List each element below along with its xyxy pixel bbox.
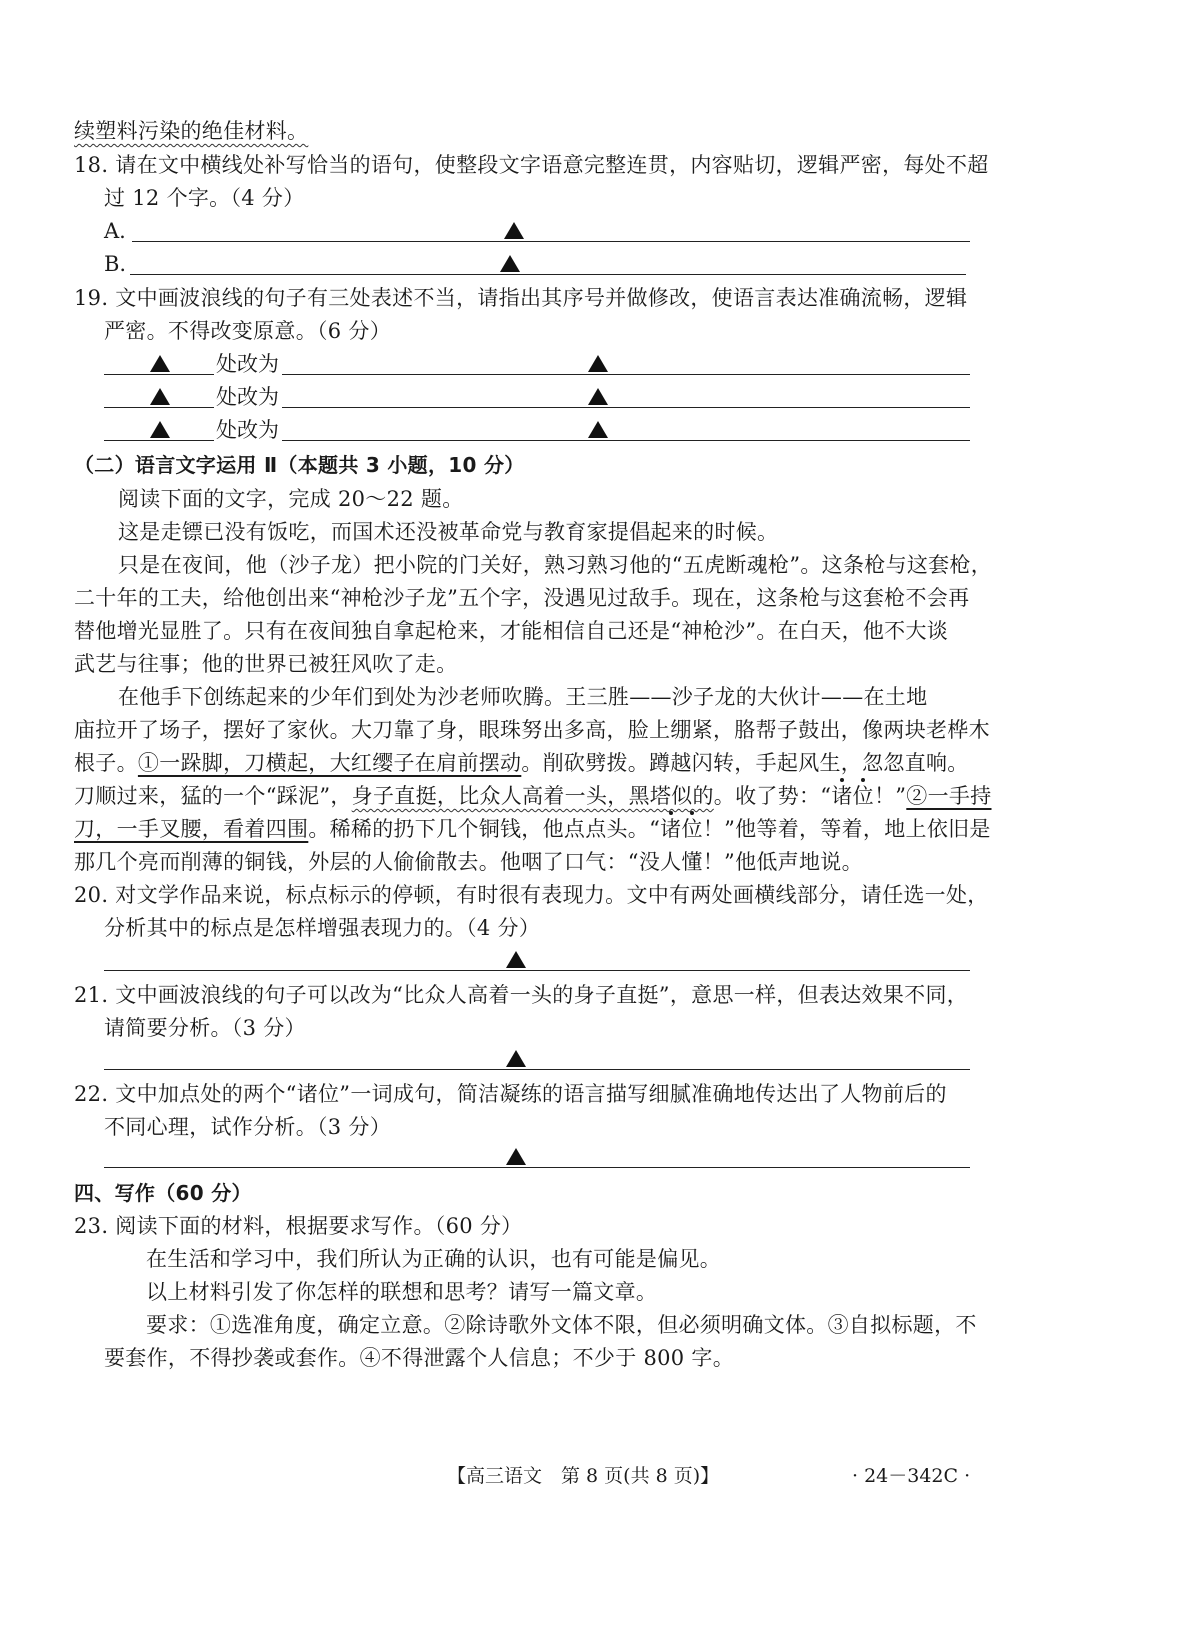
text-span: ！” [873,784,907,808]
text-span: 。收了势：“ [713,784,832,808]
dotted-char: 诸 [660,817,682,841]
q19-fix-line-3[interactable] [282,440,970,441]
q21-answer-line[interactable] [104,1069,970,1070]
q19-fix-line-2[interactable] [282,407,970,408]
q19-fix-label-3: 处改为 [216,418,279,442]
q19-fix-line-1[interactable] [282,374,970,375]
passage-p3-line3 [74,748,969,778]
triangle-icon [150,388,170,405]
passage-p3-line4 [74,781,992,811]
text-span: 刀顺过来，猛的一个“踩泥”， [74,784,352,808]
triangle-icon [150,355,170,372]
q22-line1: 22. 文中加点处的两个“诸位”一词成句，简洁凝练的语言描写细腻准确地传达出了人物前后的 [74,1082,947,1106]
q19-line1: 19. 文中画波浪线的句子有三处表述不当，请指出其序号并做修改，使语言表达准确流畅，逻辑 [74,286,968,310]
q19-fix-label-2: 处改为 [216,385,279,409]
text-span: 根子。 [74,751,138,775]
triangle-icon [500,255,520,272]
q19-line2: 严密。不得改变原意。（6 分） [104,319,392,343]
passage-p3-line1: 在他手下创练起来的少年们到处为沙老师吹腾。王三胜——沙子龙的大伙计——在土地 [118,685,928,709]
text-span: 。削砍劈拨。蹲越闪转，手起风生，忽忽直响。 [521,751,969,775]
q23-material: 在生活和学习中，我们所认为正确的认识，也有可能是偏见。 [146,1247,722,1271]
q22-line2: 不同心理，试作分析。（3 分） [104,1115,392,1139]
continuation-line: 续塑料污染的绝佳材料。 [74,119,309,143]
q23-line1: 23. 阅读下面的材料，根据要求写作。（60 分） [74,1214,523,1238]
q18-option-a-label: A. [104,219,126,243]
page-footer-center: 【高三语文 第 8 页(共 8 页)】 [447,1465,720,1487]
q19-number-line-3[interactable] [104,440,214,441]
q18-line1: 18. 请在文中横线处补写恰当的语句，使整段文字语意完整连贯，内容贴切，逻辑严密，每处不超 [74,153,989,177]
q20-answer-line[interactable] [104,970,970,971]
q20-line2: 分析其中的标点是怎样增强表现力的。（4 分） [104,916,541,940]
q23-prompt: 以上材料引发了你怎样的联想和思考？请写一篇文章。 [146,1280,658,1304]
q21-line2: 请简要分析。（3 分） [104,1016,306,1040]
passage-p2-line3: 替他增光显胜了。只有在夜间独自拿起枪来，才能相信自己还是“神枪沙”。在白天，他不大谈 [74,619,949,643]
dotted-char: 位 [681,817,703,841]
passage-p2-line1: 只是在夜间，他（沙子龙）把小院的门关好，熟习熟习他的“五虎断魂枪”。这条枪与这套枪， [118,553,993,577]
q21-line1: 21. 文中画波浪线的句子可以改为“比众人高着一头的身子直挺”，意思一样，但表达效果不同， [74,983,969,1007]
passage-p2-line2: 二十年的工夫，给他创出来“神枪沙子龙”五个字，没遇见过敌手。现在，这条枪与这套枪不会再 [74,586,970,610]
underlined-phrase-2-cont: 刀，一手叉腰，看着四围 [74,817,309,841]
q20-line1: 20. 对文学作品来说，标点标示的停顿，有时很有表现力。文中有两处画横线部分，请任选一处， [74,883,989,907]
q19-number-line-2[interactable] [104,407,214,408]
dotted-char: 位 [852,784,874,808]
passage-p3-line5 [74,814,991,844]
section4-title: 四、写作（60 分） [74,1181,252,1205]
triangle-icon [506,1148,526,1165]
triangle-icon [506,951,526,968]
passage-p3-line2: 庙拉开了场子，摆好了家伙。大刀靠了身，眼珠努出多高，脸上绷紧，胳帮子鼓出，像两块老桦木 [74,718,990,742]
triangle-icon [588,421,608,438]
passage-p2-line4: 武艺与往事；他的世界已被狂风吹了走。 [74,652,458,676]
text-span: ！”他等着，等着，地上依旧是 [702,817,991,841]
dotted-char: 诸 [831,784,853,808]
wavy-sentence: 身子直挺，比众人高着一头，黑塔似的 [351,784,714,808]
q19-fix-label-1: 处改为 [216,352,279,376]
q18-option-b-label: B. [104,252,127,276]
triangle-icon [506,1050,526,1067]
q18-answer-line-b[interactable] [130,274,966,275]
passage-p1: 这是走镖已没有饭吃，而国术还没被革命党与教育家提倡起来的时候。 [118,520,779,544]
text-span: 。稀稀的扔下几个铜钱，他点点头。“ [308,817,661,841]
q22-answer-line[interactable] [104,1167,970,1168]
triangle-icon [588,355,608,372]
triangle-icon [150,421,170,438]
passage-intro: 阅读下面的文字，完成 20～22 题。 [118,487,464,511]
underlined-phrase-1: ①一跺脚，刀横起，大红缨子在肩前摆动 [137,751,522,775]
q23-requirements-line2: 要套作，不得抄袭或套作。④不得泄露个人信息；不少于 800 字。 [104,1346,735,1370]
q23-requirements-line1: 要求：①选准角度，确定立意。②除诗歌外文体不限，但必须明确文体。③自拟标题，不 [146,1313,977,1337]
passage-p3-line6: 那几个亮而削薄的铜钱，外层的人偷偷散去。他咽了口气：“没人懂！”他低声地说。 [74,850,863,874]
underlined-phrase-2: ②一手持 [906,784,992,808]
q18-line2: 过 12 个字。（4 分） [104,186,305,210]
triangle-icon [504,222,524,239]
q19-number-line-1[interactable] [104,374,214,375]
page-footer-code: · 24－342C · [852,1465,971,1487]
section2-title: （二）语言文字运用 Ⅱ（本题共 3 小题，10 分） [74,453,525,477]
triangle-icon [588,388,608,405]
q18-answer-line-a[interactable] [132,241,970,242]
